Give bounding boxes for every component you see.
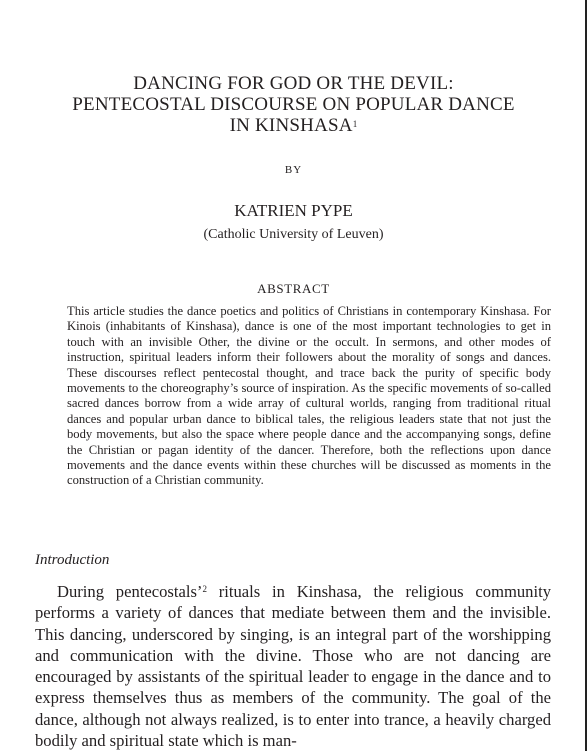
author-affiliation: (Catholic University of Leuven) [203, 227, 384, 242]
title-footnote-marker: 1 [352, 119, 358, 129]
title-line-3 [40, 115, 547, 136]
byline-by: BY [284, 164, 303, 176]
paragraph-start: During pentecostals’ [57, 582, 203, 601]
footnote-marker-2: 2 [202, 584, 207, 594]
abstract-heading: ABSTRACT [257, 281, 330, 296]
author-name: KATRIEN PYPE [234, 201, 353, 220]
introduction-paragraph [35, 581, 551, 751]
paragraph-rest: rituals in Kinshasa, the religious community performs a variety of dances that mediate between them and the invisible. This dancing, underscored by singing, is an integral part of the worshipping and communication with the divine. Those who are not dancing are encouraged by assistants of the spiritual leader to engage in the dance and to express themselves thus as members of the community. The goal of the dance, although not always realized, is to enter into trance, a heavily charged bodily and spiritual state which is man- [35, 582, 551, 751]
abstract-text: This article studies the dance poetics and politics of Christians in contemporary Kinshasa. For Kinois (inhabitants of Kinshasa), dance is one of the most important technologies to get in touch with an invisible Other, the divine or the occult. In sermons, and other modes of instruction, spiritual leaders inform their followers about the morality of songs and dances. These discourses reflect pentecostal thought, and trace back the purity of specific body movements to the choreography’s source of inspiration. As the specific movements of so-called sacred dances borrow from a wide array of cultural worlds, ranging from traditional ritual dances and popular urban dance to biblical tales, the religious leaders state that not just the body movements, but also the space where people dance and the accompanying songs, define the Christian or pagan identity of the dancer. Therefore, both the reflections upon dance movements and the dance events within these churches will be discussed as moments in the construction of a Christian community. [67, 304, 551, 488]
article-title [40, 73, 547, 136]
section-heading-introduction: Introduction [35, 552, 110, 568]
title-line-1: DANCING FOR GOD OR THE DEVIL: [133, 73, 454, 94]
title-line-2: PENTECOSTAL DISCOURSE ON POPULAR DANCE [72, 94, 515, 115]
title-line-3-text: IN KINSHASA [229, 115, 353, 136]
